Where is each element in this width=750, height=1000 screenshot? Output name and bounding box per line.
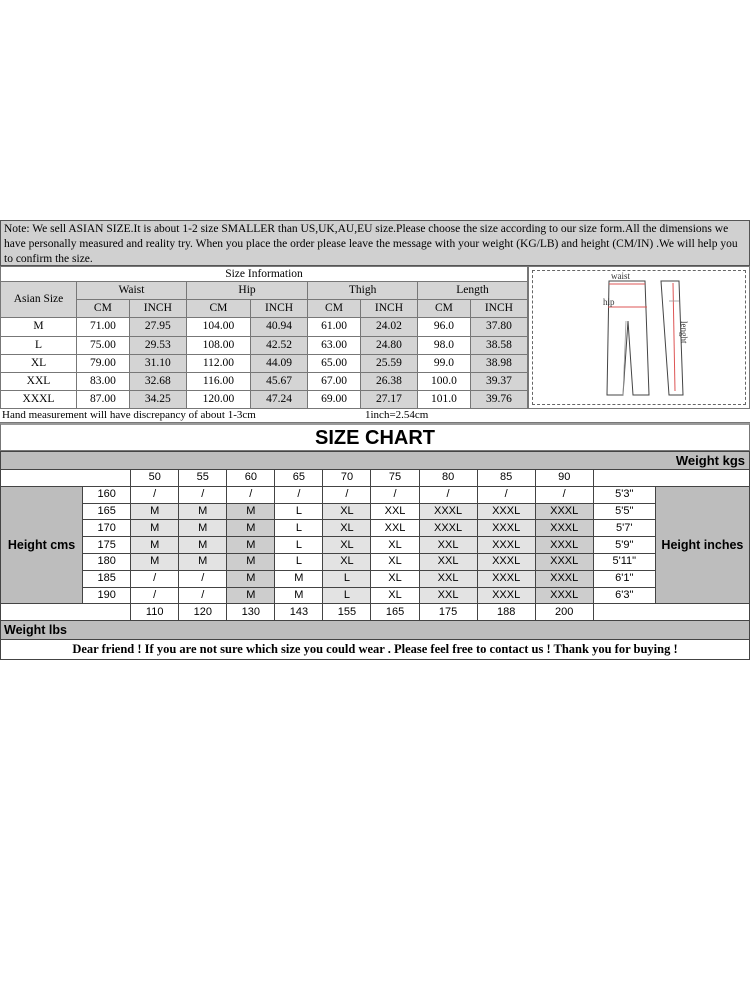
size-cell: XL <box>371 553 419 570</box>
size-cell: XXXL <box>419 503 477 520</box>
unit-header: CM <box>77 300 130 318</box>
size-sheet <box>0 220 750 660</box>
size-cell: XXXL <box>535 537 593 554</box>
size-cell: XXL <box>419 587 477 604</box>
chart-row <box>1 503 750 520</box>
size-value: 120.00 <box>186 390 250 408</box>
size-value: 26.38 <box>360 372 417 390</box>
size-cell: XXXL <box>477 587 535 604</box>
size-note: Note: We sell ASIAN SIZE.It is about 1-2 size SMALLER than US,UK,AU,EU size.Please choose the size according to our size form.All the dimensions we have personally measured and reality try. When you place the order please leave the message with your weight (KG/LB) and height (CM/IN) .We will help you to confirm the size. <box>0 220 750 266</box>
chart-row <box>1 486 750 503</box>
size-value: 47.24 <box>250 390 307 408</box>
height-cms-header: Height cms <box>1 486 83 604</box>
height-inch-value: 5'7' <box>593 520 655 537</box>
size-value: 39.76 <box>470 390 527 408</box>
size-cell: XXXL <box>419 520 477 537</box>
size-cell: / <box>371 486 419 503</box>
height-inch-value: 5'3" <box>593 486 655 503</box>
size-cell: M <box>227 503 275 520</box>
size-chart-body <box>1 486 750 604</box>
size-value: 24.80 <box>360 336 417 354</box>
size-cell: / <box>419 486 477 503</box>
size-value: 71.00 <box>77 318 130 336</box>
size-label: XXXL <box>1 390 77 408</box>
kg-value: 50 <box>131 470 179 487</box>
size-cell: XXXL <box>477 503 535 520</box>
size-value: 87.00 <box>77 390 130 408</box>
size-cell: L <box>323 570 371 587</box>
height-cm-value: 160 <box>83 486 131 503</box>
size-value: 34.25 <box>129 390 186 408</box>
size-value: 104.00 <box>186 318 250 336</box>
blank-cell <box>593 604 749 621</box>
size-value: 32.68 <box>129 372 186 390</box>
size-cell: XL <box>323 553 371 570</box>
unit-header: INCH <box>360 300 417 318</box>
size-cell: M <box>131 520 179 537</box>
size-cell: XXL <box>419 537 477 554</box>
unit-header: CM <box>308 300 361 318</box>
size-chart-table <box>0 451 750 640</box>
size-label: XL <box>1 354 77 372</box>
unit-header: INCH <box>129 300 186 318</box>
weight-lbs-header: Weight lbs <box>1 621 750 640</box>
height-inch-value: 5'5" <box>593 503 655 520</box>
size-cell: XL <box>371 570 419 587</box>
group-header-waist: Waist <box>77 282 187 300</box>
size-value: 24.02 <box>360 318 417 336</box>
size-cell: M <box>275 587 323 604</box>
size-cell: / <box>323 486 371 503</box>
size-value: 40.94 <box>250 318 307 336</box>
lbs-value: 143 <box>275 604 323 621</box>
size-cell: L <box>275 520 323 537</box>
inch-conversion-note: 1inch=2.54cm <box>365 409 429 421</box>
size-value: 96.0 <box>418 318 471 336</box>
hip-label: hip <box>603 297 615 307</box>
size-cell: M <box>275 570 323 587</box>
lbs-value: 175 <box>419 604 477 621</box>
size-info-body <box>1 318 528 409</box>
size-cell: XL <box>323 520 371 537</box>
size-row <box>1 354 528 372</box>
size-value: 61.00 <box>308 318 361 336</box>
size-label: L <box>1 336 77 354</box>
size-value: 44.09 <box>250 354 307 372</box>
chart-row <box>1 587 750 604</box>
size-value: 101.0 <box>418 390 471 408</box>
size-label: XXL <box>1 372 77 390</box>
size-cell: XL <box>371 537 419 554</box>
size-row <box>1 390 528 408</box>
kg-value: 60 <box>227 470 275 487</box>
kg-value: 85 <box>477 470 535 487</box>
kg-values-row <box>1 470 750 487</box>
size-cell: L <box>275 553 323 570</box>
size-value: 83.00 <box>77 372 130 390</box>
size-cell: XXL <box>419 570 477 587</box>
size-cell: XXL <box>371 520 419 537</box>
height-cm-value: 185 <box>83 570 131 587</box>
chart-row <box>1 537 750 554</box>
chart-row <box>1 520 750 537</box>
blank-cell <box>1 604 131 621</box>
size-value: 38.98 <box>470 354 527 372</box>
size-cell: XXXL <box>535 587 593 604</box>
size-info-caption: Size Information <box>1 267 528 282</box>
size-cell: / <box>535 486 593 503</box>
pants-diagram <box>528 266 750 409</box>
kg-value: 55 <box>179 470 227 487</box>
size-value: 100.0 <box>418 372 471 390</box>
size-value: 27.17 <box>360 390 417 408</box>
size-value: 108.00 <box>186 336 250 354</box>
size-cell: M <box>227 537 275 554</box>
contact-message: Dear friend ! If you are not sure which size you could wear . Please feel free to contact us ! Thank you for buying ! <box>0 640 750 660</box>
group-header-hip: Hip <box>186 282 307 300</box>
kg-value: 90 <box>535 470 593 487</box>
size-row <box>1 372 528 390</box>
kg-value: 80 <box>419 470 477 487</box>
height-inch-value: 6'1" <box>593 570 655 587</box>
size-cell: XXXL <box>477 553 535 570</box>
size-cell: / <box>477 486 535 503</box>
size-cell: / <box>275 486 323 503</box>
size-value: 39.37 <box>470 372 527 390</box>
size-label: M <box>1 318 77 336</box>
size-chart-title: SIZE CHART <box>0 423 750 451</box>
size-cell: M <box>179 520 227 537</box>
size-row <box>1 318 528 336</box>
waist-label: waist <box>611 271 630 281</box>
size-cell: M <box>131 553 179 570</box>
unit-header-row <box>1 300 528 318</box>
size-value: 79.00 <box>77 354 130 372</box>
size-cell: / <box>131 486 179 503</box>
height-cm-value: 170 <box>83 520 131 537</box>
unit-header: INCH <box>470 300 527 318</box>
size-cell: XXXL <box>477 520 535 537</box>
lbs-value: 130 <box>227 604 275 621</box>
size-cell: M <box>227 553 275 570</box>
height-cm-value: 175 <box>83 537 131 554</box>
size-info-footnote <box>0 409 750 423</box>
height-inch-value: 6'3" <box>593 587 655 604</box>
size-value: 112.00 <box>186 354 250 372</box>
size-row <box>1 336 528 354</box>
lbs-value: 155 <box>323 604 371 621</box>
size-cell: L <box>275 537 323 554</box>
size-value: 31.10 <box>129 354 186 372</box>
size-cell: M <box>227 587 275 604</box>
size-value: 75.00 <box>77 336 130 354</box>
size-cell: / <box>131 570 179 587</box>
size-cell: M <box>131 537 179 554</box>
unit-header: CM <box>418 300 471 318</box>
chart-row <box>1 570 750 587</box>
kg-value: 70 <box>323 470 371 487</box>
size-value: 116.00 <box>186 372 250 390</box>
height-inch-value: 5'9" <box>593 537 655 554</box>
size-value: 37.80 <box>470 318 527 336</box>
lbs-value: 165 <box>371 604 419 621</box>
height-cm-value: 180 <box>83 553 131 570</box>
size-cell: XL <box>323 537 371 554</box>
size-cell: XXXL <box>477 537 535 554</box>
unit-header: CM <box>186 300 250 318</box>
size-cell: L <box>323 587 371 604</box>
weight-kgs-header: Weight kgs <box>1 452 750 470</box>
size-value: 25.59 <box>360 354 417 372</box>
chart-row <box>1 553 750 570</box>
size-cell: XXXL <box>535 553 593 570</box>
height-inch-value: 5'11" <box>593 553 655 570</box>
size-value: 27.95 <box>129 318 186 336</box>
size-cell: XXXL <box>535 570 593 587</box>
size-value: 69.00 <box>308 390 361 408</box>
size-value: 65.00 <box>308 354 361 372</box>
size-value: 42.52 <box>250 336 307 354</box>
size-cell: XXXL <box>535 503 593 520</box>
size-value: 67.00 <box>308 372 361 390</box>
size-cell: / <box>131 587 179 604</box>
lbs-values-row <box>1 604 750 621</box>
unit-header: INCH <box>250 300 307 318</box>
size-cell: M <box>131 503 179 520</box>
kg-value: 75 <box>371 470 419 487</box>
lbs-value: 200 <box>535 604 593 621</box>
length-label: lenght <box>679 321 689 344</box>
blank-cell <box>1 470 131 487</box>
size-value: 45.67 <box>250 372 307 390</box>
size-cell: M <box>227 520 275 537</box>
group-header-thigh: Thigh <box>308 282 418 300</box>
lbs-value: 120 <box>179 604 227 621</box>
kg-value: 65 <box>275 470 323 487</box>
size-cell: M <box>227 570 275 587</box>
size-cell: M <box>179 553 227 570</box>
lbs-value: 110 <box>131 604 179 621</box>
discrepancy-note: Hand measurement will have discrepancy of about 1-3cm <box>2 409 256 421</box>
size-value: 63.00 <box>308 336 361 354</box>
size-value: 98.0 <box>418 336 471 354</box>
lbs-value: 188 <box>477 604 535 621</box>
height-cm-value: 190 <box>83 587 131 604</box>
group-header-length: Length <box>418 282 528 300</box>
size-cell: M <box>179 537 227 554</box>
size-cell: XXXL <box>477 570 535 587</box>
size-info-section <box>0 266 750 409</box>
size-cell: / <box>179 587 227 604</box>
trousers-illustration <box>533 271 747 406</box>
size-cell: XL <box>323 503 371 520</box>
size-cell: / <box>179 486 227 503</box>
size-value: 29.53 <box>129 336 186 354</box>
size-info-table <box>0 266 528 409</box>
height-inches-header: Height inches <box>655 486 749 604</box>
size-cell: XXXL <box>535 520 593 537</box>
size-cell: / <box>227 486 275 503</box>
size-cell: L <box>275 503 323 520</box>
size-value: 38.58 <box>470 336 527 354</box>
size-cell: XL <box>371 587 419 604</box>
blank-cell <box>593 470 749 487</box>
size-cell: XXL <box>371 503 419 520</box>
size-cell: XXL <box>419 553 477 570</box>
size-value: 99.0 <box>418 354 471 372</box>
size-cell: / <box>179 570 227 587</box>
size-cell: M <box>179 503 227 520</box>
height-cm-value: 165 <box>83 503 131 520</box>
asian-size-header: Asian Size <box>1 282 77 318</box>
